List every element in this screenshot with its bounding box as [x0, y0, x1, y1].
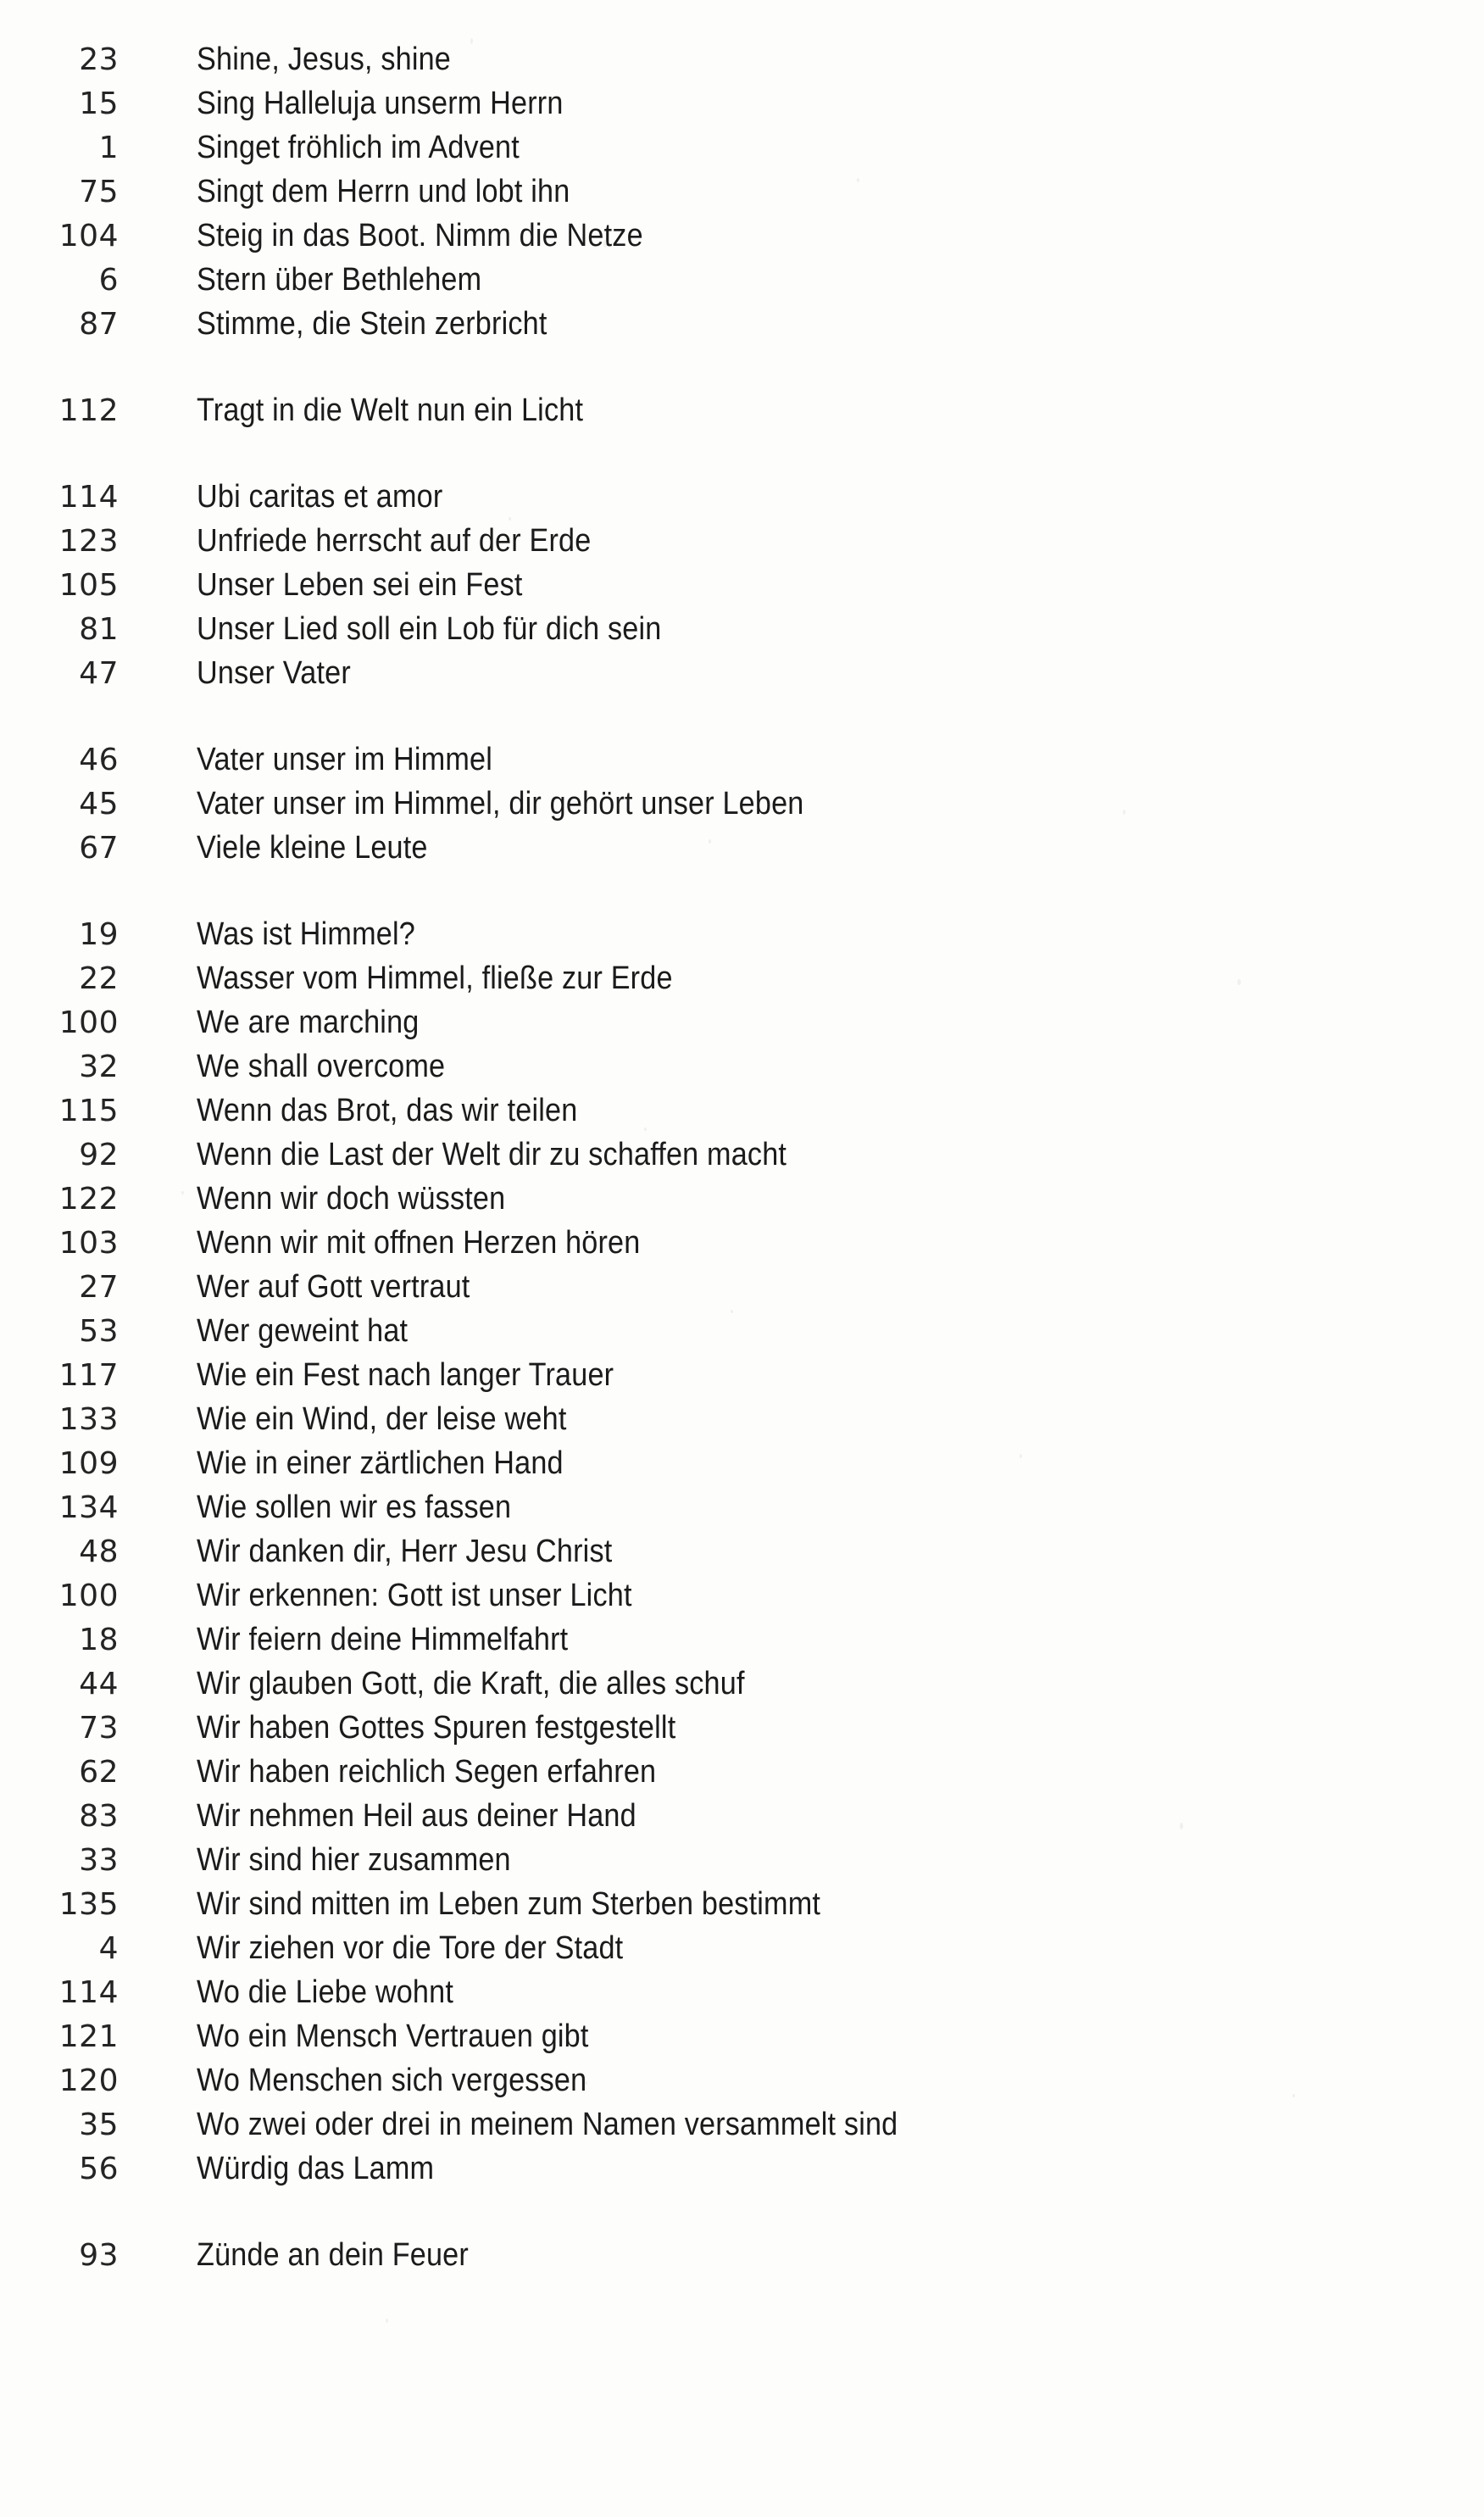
entry-page-number: 134	[58, 1490, 119, 1525]
entry-page-number: 121	[58, 2019, 119, 2054]
index-letter-group	[0, 2233, 1484, 2277]
index-entry[interactable]	[0, 2014, 1484, 2058]
index-entry[interactable]	[0, 1926, 1484, 1970]
index-entry[interactable]	[0, 2058, 1484, 2102]
index-entry[interactable]	[0, 956, 1484, 1000]
index-entry[interactable]	[0, 1177, 1484, 1221]
entry-song-title: Wenn wir doch wüssten	[197, 1181, 506, 1217]
entry-song-title: Wir nehmen Heil aus deiner Hand	[197, 1798, 636, 1834]
entry-page-number: 100	[58, 1005, 119, 1040]
entry-song-title: Stern über Bethlehem	[197, 262, 482, 298]
entry-page-number: 109	[58, 1446, 119, 1481]
index-entry[interactable]	[0, 37, 1484, 81]
entry-song-title: Wir sind mitten im Leben zum Sterben bestimmt	[197, 1886, 821, 1922]
index-entry[interactable]	[0, 1838, 1484, 1882]
entry-page-number: 117	[58, 1358, 119, 1393]
song-index-list	[0, 37, 1484, 2277]
entry-page-number: 47	[79, 656, 119, 691]
entry-page-number: 123	[58, 524, 119, 559]
index-entry[interactable]	[0, 1794, 1484, 1838]
entry-page-number: 44	[79, 1667, 119, 1701]
entry-song-title: Tragt in die Welt nun ein Licht	[197, 393, 584, 428]
index-entry[interactable]	[0, 782, 1484, 826]
entry-song-title: Wie sollen wir es fassen	[197, 1490, 512, 1525]
index-entry[interactable]	[0, 1750, 1484, 1794]
index-entry[interactable]	[0, 302, 1484, 346]
entry-page-number: 92	[79, 1138, 119, 1172]
scan-speckle	[386, 2319, 388, 2323]
index-letter-group	[0, 37, 1484, 346]
entry-song-title: Wo die Liebe wohnt	[197, 1974, 454, 2010]
index-entry[interactable]	[0, 2147, 1484, 2191]
entry-page-number: 120	[58, 2063, 119, 2098]
entry-page-number: 122	[58, 1182, 119, 1217]
entry-song-title: We are marching	[197, 1005, 420, 1040]
entry-song-title: Zünde an dein Feuer	[197, 2237, 469, 2273]
entry-song-title: Wir erkennen: Gott ist unser Licht	[197, 1578, 632, 1613]
index-entry[interactable]	[0, 912, 1484, 956]
index-entry[interactable]	[0, 607, 1484, 651]
entry-song-title: Wo zwei oder drei in meinem Namen versammelt sind	[197, 2107, 898, 2142]
entry-page-number: 48	[79, 1534, 119, 1569]
entry-page-number: 83	[79, 1799, 119, 1834]
index-entry[interactable]	[0, 563, 1484, 607]
entry-song-title: Singt dem Herrn und lobt ihn	[197, 174, 570, 209]
entry-page-number: 103	[58, 1226, 119, 1261]
entry-song-title: Shine, Jesus, shine	[197, 42, 452, 77]
entry-song-title: Steig in das Boot. Nimm die Netze	[197, 218, 643, 253]
entry-page-number: 45	[79, 787, 119, 821]
index-entry[interactable]	[0, 170, 1484, 214]
entry-page-number: 81	[79, 612, 119, 647]
entry-page-number: 6	[98, 263, 119, 298]
entry-page-number: 104	[58, 219, 119, 253]
entry-page-number: 23	[79, 42, 119, 77]
index-entry[interactable]	[0, 1573, 1484, 1618]
index-entry[interactable]	[0, 1662, 1484, 1706]
entry-page-number: 105	[58, 568, 119, 603]
index-entry[interactable]	[0, 1485, 1484, 1529]
entry-page-number: 18	[79, 1623, 119, 1657]
index-entry[interactable]	[0, 1529, 1484, 1573]
entry-song-title: Wir haben reichlich Segen erfahren	[197, 1754, 657, 1790]
entry-page-number: 93	[79, 2238, 119, 2273]
index-entry[interactable]	[0, 81, 1484, 125]
entry-page-number: 100	[58, 1579, 119, 1613]
entry-song-title: Sing Halleluja unserm Herrn	[197, 86, 564, 121]
entry-page-number: 114	[58, 1975, 119, 2010]
entry-song-title: Wenn das Brot, das wir teilen	[197, 1093, 578, 1128]
entry-song-title: Wer auf Gott vertraut	[197, 1269, 470, 1305]
entry-song-title: Wo Menschen sich vergessen	[197, 2063, 587, 2098]
entry-page-number: 112	[58, 393, 119, 428]
entry-song-title: Wo ein Mensch Vertrauen gibt	[197, 2019, 589, 2054]
entry-page-number: 75	[79, 175, 119, 209]
entry-page-number: 19	[79, 917, 119, 952]
entry-song-title: Singet fröhlich im Advent	[197, 130, 520, 165]
entry-song-title: Stimme, die Stein zerbricht	[197, 306, 547, 342]
entry-song-title: Wasser vom Himmel, fließe zur Erde	[197, 961, 673, 996]
entry-song-title: Vater unser im Himmel, dir gehört unser Leben	[197, 786, 804, 821]
entry-song-title: We shall overcome	[197, 1049, 446, 1084]
index-entry[interactable]	[0, 651, 1484, 695]
entry-song-title: Wir glauben Gott, die Kraft, die alles schuf	[197, 1666, 745, 1701]
index-letter-group	[0, 738, 1484, 870]
index-letter-group	[0, 388, 1484, 432]
entry-page-number: 27	[79, 1270, 119, 1305]
index-entry[interactable]	[0, 388, 1484, 432]
index-entry[interactable]	[0, 1882, 1484, 1926]
index-entry[interactable]	[0, 1441, 1484, 1485]
index-entry[interactable]	[0, 1089, 1484, 1133]
entry-page-number: 114	[58, 480, 119, 515]
index-entry[interactable]	[0, 125, 1484, 170]
index-entry[interactable]	[0, 738, 1484, 782]
entry-song-title: Wir sind hier zusammen	[197, 1842, 511, 1878]
entry-page-number: 62	[79, 1755, 119, 1790]
entry-page-number: 133	[58, 1402, 119, 1437]
index-entry[interactable]	[0, 1309, 1484, 1353]
index-entry[interactable]	[0, 1265, 1484, 1309]
entry-song-title: Wir danken dir, Herr Jesu Christ	[197, 1534, 613, 1569]
index-entry[interactable]	[0, 519, 1484, 563]
entry-song-title: Viele kleine Leute	[197, 830, 428, 866]
index-entry[interactable]	[0, 214, 1484, 258]
entry-page-number: 53	[79, 1314, 119, 1349]
index-letter-group	[0, 912, 1484, 2191]
entry-page-number: 56	[79, 2152, 119, 2186]
entry-page-number: 135	[58, 1887, 119, 1922]
index-entry[interactable]	[0, 1970, 1484, 2014]
entry-song-title: Wir ziehen vor die Tore der Stadt	[197, 1930, 624, 1966]
entry-song-title: Wenn die Last der Welt dir zu schaffen macht	[197, 1137, 787, 1172]
entry-song-title: Unser Leben sei ein Fest	[197, 567, 523, 603]
index-entry[interactable]	[0, 1044, 1484, 1089]
entry-song-title: Wenn wir mit offnen Herzen hören	[197, 1225, 641, 1261]
entry-page-number: 1	[98, 131, 119, 165]
entry-page-number: 15	[79, 86, 119, 121]
entry-song-title: Unfriede herrscht auf der Erde	[197, 523, 592, 559]
entry-page-number: 73	[79, 1711, 119, 1746]
index-entry[interactable]	[0, 2233, 1484, 2277]
index-entry[interactable]	[0, 1353, 1484, 1397]
index-entry[interactable]	[0, 1397, 1484, 1441]
entry-song-title: Vater unser im Himmel	[197, 742, 493, 777]
index-entry[interactable]	[0, 1706, 1484, 1750]
index-entry[interactable]	[0, 1618, 1484, 1662]
index-entry[interactable]	[0, 1221, 1484, 1265]
entry-song-title: Wir feiern deine Himmelfahrt	[197, 1622, 569, 1657]
index-entry[interactable]	[0, 1133, 1484, 1177]
entry-song-title: Unser Lied soll ein Lob für dich sein	[197, 611, 662, 647]
entry-song-title: Ubi caritas et amor	[197, 479, 443, 515]
index-letter-group	[0, 475, 1484, 695]
entry-song-title: Was ist Himmel?	[197, 916, 415, 952]
entry-song-title: Wie ein Wind, der leise weht	[197, 1401, 567, 1437]
index-entry[interactable]	[0, 826, 1484, 870]
index-entry[interactable]	[0, 258, 1484, 302]
index-entry[interactable]	[0, 475, 1484, 519]
entry-page-number: 67	[79, 831, 119, 866]
entry-song-title: Wir haben Gottes Spuren festgestellt	[197, 1710, 676, 1746]
entry-song-title: Wie ein Fest nach langer Trauer	[197, 1357, 614, 1393]
entry-page-number: 32	[79, 1050, 119, 1084]
index-entry[interactable]	[0, 2102, 1484, 2147]
entry-page-number: 33	[79, 1843, 119, 1878]
entry-page-number: 22	[79, 961, 119, 996]
index-entry[interactable]	[0, 1000, 1484, 1044]
entry-song-title: Unser Vater	[197, 655, 351, 691]
entry-page-number: 35	[79, 2108, 119, 2142]
entry-song-title: Wie in einer zärtlichen Hand	[197, 1445, 564, 1481]
entry-song-title: Würdig das Lamm	[197, 2151, 435, 2186]
entry-page-number: 115	[58, 1094, 119, 1128]
entry-page-number: 46	[79, 743, 119, 777]
entry-page-number: 4	[98, 1931, 119, 1966]
entry-song-title: Wer geweint hat	[197, 1313, 409, 1349]
entry-page-number: 87	[79, 307, 119, 342]
